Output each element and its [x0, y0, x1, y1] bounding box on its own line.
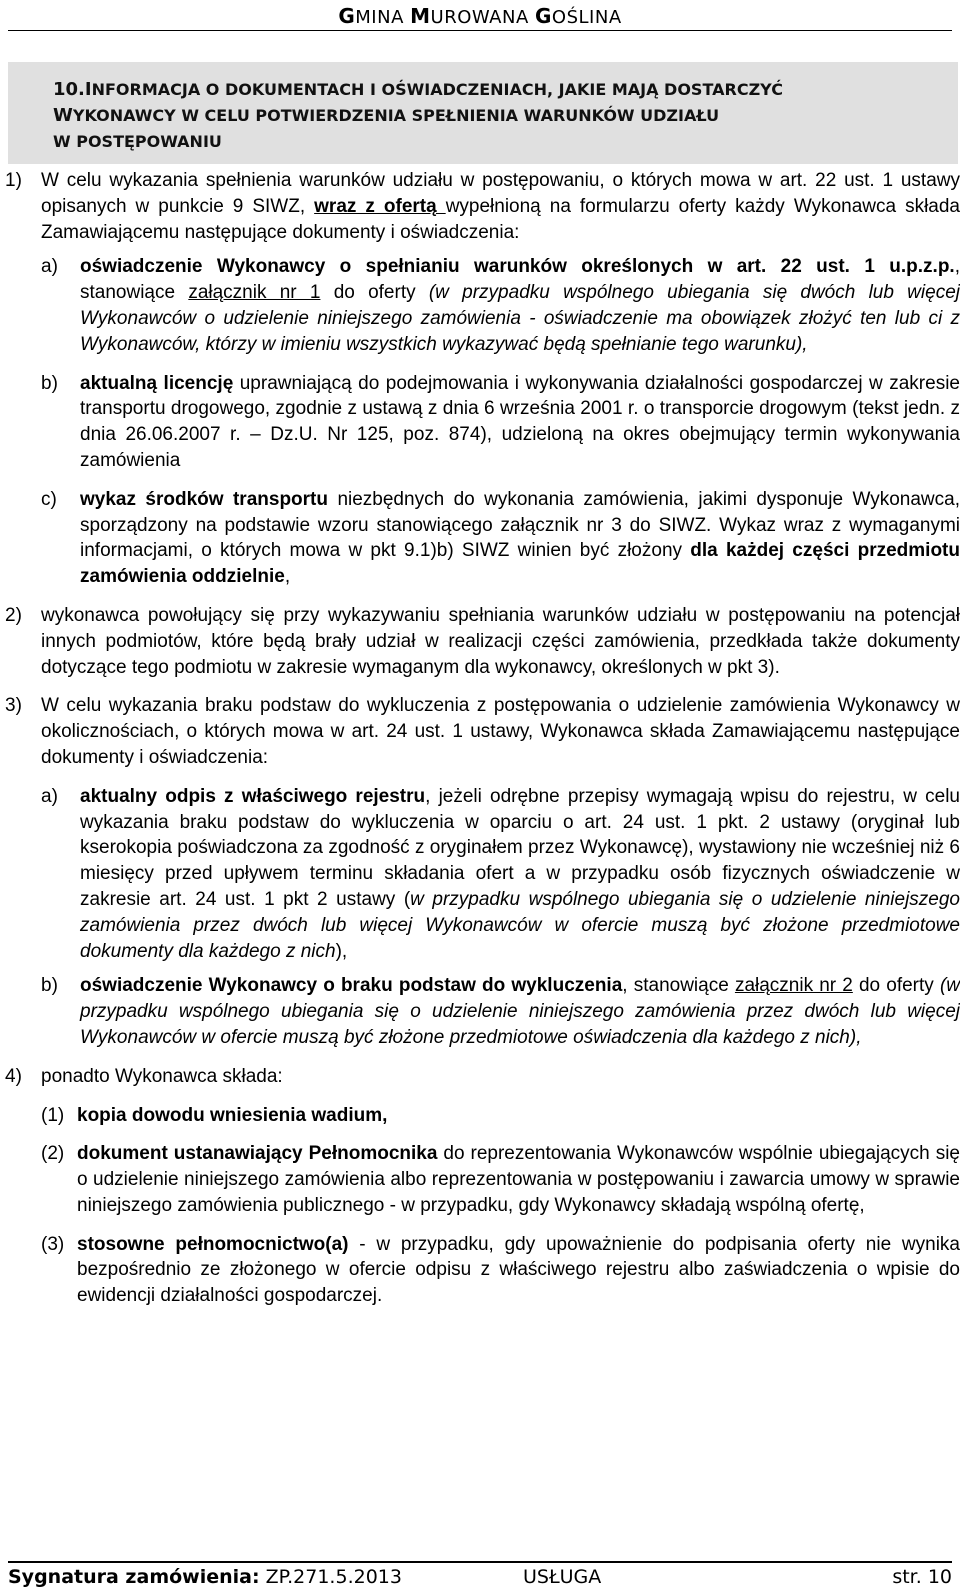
section-number: 10. [53, 79, 85, 100]
footer-divider [8, 1561, 952, 1563]
list-item-1c: c) wykaz środków transportu niezbędnych do wykonania zamówienia, jakimi dysponuje Wykonawca, sporządzony na podstawie wzoru stanowiącego załącznik nr 3 do SIWZ. Wykaz wraz z wymaganymi informacjami, o których mowa w pkt 9.1)b) SIWZ winien być złożony dla każdej części przedmiotu zamówienia oddzielnie, [41, 488, 960, 588]
section-heading: 10.INFORMACJA O DOKUMENTACH I OŚWIADCZENIACH, JAKIE MAJĄ DOSTARCZYĆ WYKONAWCY W CELU POTWIERDZENIA SPEŁNIENIA WARUNKÓW UDZIAŁU W POSTĘPOWANIU [8, 62, 958, 164]
list-item-1b: b) aktualną licencję uprawniającą do podejmowania i wykonywania działalności gospodarczej w zakresie transportu drogowego, zgodnie z ustawą z dnia 6 września 2001 r. o transporcie drogowym (tekst jedn. z dnia 26.06.2007 r. – Dz.U. Nr 125, poz. 874), udzieloną na okres obejmujący termin wykonywania zamówienia [41, 372, 960, 471]
page-footer [8, 1566, 952, 1592]
list-item-1a: a) oświadczenie Wykonawcy o spełnianiu warunków określonych w art. 22 ust. 1 u.p.z.p., stanowiące załącznik nr 1 do oferty (w przypadku wspólnego ubiegania się dwóch lub więcej Wykonawców o udzielenie niniejszego zamówienia - oświadczenie ma obowiązek złożyć ten lub ci z Wykonawców, którzy w imieniu wszystkich wykazywać będą spełnianie tego warunku), [41, 256, 960, 355]
list-item-4-1: (1) kopia dowodu wniesienia wadium, [41, 1104, 388, 1126]
list-item-3a: a) aktualny odpis z właściwego rejestru, jeżeli odrębne przepisy wymagają wpisu do rejestru, w celu wykazania braku podstaw do wykluczenia w oparciu o art. 24 ust. 1 pkt. 2 ustawy (oryginał lub kserokopia poświadczona za zgodność z oryginałem przez Wykonawcę), wystawiony nie wcześniej niż 6 miesięcy przed upływem terminu składania ofert a w przypadku osób fizycznych oświadczenie w zakresie art. 24 ust. 1 pkt 2 ustawy (w przypadku wspólnego ubiegania się o udzielenie niniejszego zamówienia przez dwóch lub więcej Wykonawców w ofercie muszą być złożone przedmiotowe dokumenty dla każdego z nich), [41, 785, 960, 962]
list-item-1: 1) W celu wykazania spełnienia warunków udziału w postępowaniu, o których mowa w art. 22 ust. 1 ustawy opisanych w punkcie 9 SIWZ, wraz z ofertą wypełnioną na formularzu oferty każdy Wykonawca składa Zamawiającemu następujące dokumenty i oświadczenia: [5, 170, 960, 243]
document-body [0, 168, 960, 1309]
list-item-4-2: (2) dokument ustanawiający Pełnomocnika do reprezentowania Wykonawców wspólnie ubiegających się o udzielenie niniejszego zamówienia albo reprezentowania w postępowaniu i zawarcia umowy w sprawie niniejszego zamówienia publicznego - w przypadku, gdy Wykonawcy składają wspólną ofertę, [41, 1143, 960, 1216]
page-header: GMINA MUROWANA GOŚLINA [338, 4, 622, 28]
signature: Sygnatura zamówienia: ZP.271.5.2013 [8, 1566, 402, 1588]
list-item-2: 2) wykonawca powołujący się przy wykazywaniu spełniania warunków udziału w postępowaniu na potencjał innych podmiotów, które będą brały udział w realizacji części zamówienia, przedkłada także dokumenty dotyczące tego podmiotu w zakresie wymaganym dla wykonawcy, określonych w pkt 3). [5, 604, 960, 678]
header-divider [8, 30, 952, 31]
list-item-3b: b) oświadczenie Wykonawcy o braku podstaw do wykluczenia, stanowiące załącznik nr 2 do oferty (w przypadku wspólnego ubiegania się o udzielenie niniejszego zamówienia przez dwóch lub więcej Wykonawców w ofercie muszą być złożone przedmiotowe oświadczenia dla każdego z nich), [41, 975, 960, 1048]
list-item-3: 3) W celu wykazania braku podstaw do wykluczenia z postępowania o udzielenie zamówienia Wykonawcy w okolicznościach, o których mowa w art. 24 ust. 1 ustawy, Wykonawca składa Zamawiającemu następujące dokumenty i oświadczenia: [5, 695, 960, 768]
page-number: str. 10 [892, 1566, 952, 1588]
list-item-4-3: (3) stosowne pełnomocnictwo(a) - w przypadku, gdy upoważnienie do podpisania oferty nie wynika bezpośrednio ze złożonego w ofercie odpisu z właściwego rejestru albo zaświadczenia o wpisie do ewidencji działalności gospodarczej. [41, 1233, 960, 1307]
order-type: USŁUGA [523, 1566, 602, 1588]
list-item-4: 4) ponadto Wykonawca składa: [5, 1065, 283, 1087]
